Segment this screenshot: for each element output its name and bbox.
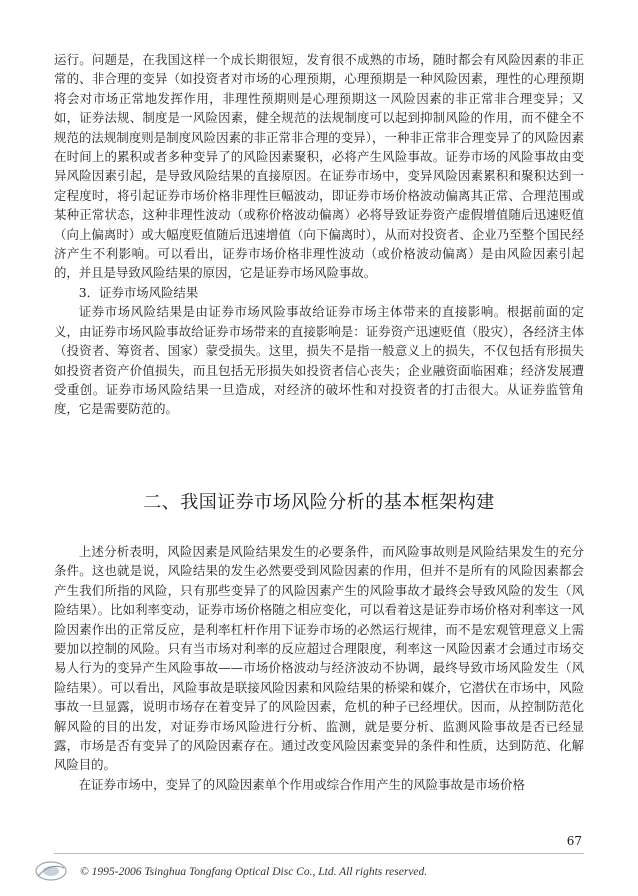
subsection-heading: 3．证券市场风险结果 [78,284,199,300]
paragraph: 上述分析表明，风险因素是风险结果发生的必要条件，而风险事故则是风险结果发生的充分条件。这也就是说，风险结果的发生必然要受到风险因素的作用，但并不是所有的风险因素都会产生我们所指的风险，只有那些变异了的风险因素产生的风险事故才最终会导致风险的发生（风险结果）。比如利率变动，证券市场价格随之相应变化，可以看着这是证券市场价格对利率这一风险因素作出的正常反应，是利率杠杆作用下证券市场的必然运行规律，而不是宏观管理意义上需要加以控制的风险。只有当市场对利率的反应超过合理限度，利率这一风险因素才会通过市场交易人行为的变异产生风险事故——市场价格波动与经济波动不协调，最终导致市场风险发生（风险结果）。可以看出，风险事故是联接风险因素和风险结果的桥梁和媒介，它潜伏在市场中，风险事故一旦显露，说明市场存在着变异了的风险因素，危机的种子已经埋伏。因而，从控制防范化解风险的目的出发，对证券市场风险进行分析、监测，就是要分析、监测风险事故是否已经显露，市场是否有变异了的风险因素存在。通过改变风险因素变异的条件和性质，达到防范、化解风险目的。 [54,544,584,773]
body-text-top [54,50,584,419]
paragraph: 证券市场风险结果是由证券市场风险事故给证券市场主体带来的直接影响。根据前面的定义，由证券市场风险事故给证券市场带来的直接影响是：证券资产迅速贬值（股灾），各经济主体（投资者、筹资者、国家）蒙受损失。这里，损失不是指一般意义上的损失，不仅包括有形损失如投资者资产价值损失，而且包括无形损失如投资者信心丧失；企业融资面临困难；经济发展遭受重创。证券市场风险结果一旦造成，对经济的破坏性和对投资者的打击很大。从证券监管角度，它是需要防范的。 [54,304,584,417]
publisher-logo-icon [34,858,68,884]
paragraph: 在证券市场中，变异了的风险因素单个作用或综合作用产生的风险事故是市场价格 [78,776,525,792]
section-heading: 二、我国证券市场风险分析的基本框架构建 [143,492,495,513]
body-text-bottom [54,542,584,794]
page-number: 67 [566,834,582,848]
paragraph: 运行。问题是，在我国这样一个成长期很短，发育很不成熟的市场，随时都会有风险因素的非正常的、非合理的变异（如投资者对市场的心理预期，心理预期是一种风险因素，理性的心理预期将会对市场正常地发挥作用，非理性预期则是心理预期这一风险因素的非正常非合理变异；又如，证券法规、制度是一风险因素，健全规范的法规制度可以起到抑制风险的作用，而不健全不规范的法规制度则是制度风险因素的非正常非合理的变异），一种非正常非合理变异了的风险因素在时间上的累积或者多种变异了的风险因素聚积，必将产生风险事故。证券市场的风险事故由变异风险因素引起，是导致风险结果的直接原因。在证券市场中，变异风险因素累积和聚积达到一定程度时，将引起证券市场价格非理性巨幅波动，即证券市场价格波动偏离其正常、合理范围或某种正常状态，这种非理性波动（或称价格波动偏离）必将导致证券资产虚假增值随后迅速贬值（向上偏离时）或大幅度贬值随后迅速增值（向下偏离时），从而对投资者、企业乃至整个国民经济产生不利影响。可以看出，证券市场价格非理性波动（或价格波动偏离）是由风险因素引起的，并且是导致风险结果的原因，它是证券市场风险事故。 [54,52,584,281]
footer-divider [54,853,584,854]
copyright-notice: © 1995-2006 Tsinghua Tongfang Optical Disc Co., Ltd. All rights reserved. [80,866,428,878]
